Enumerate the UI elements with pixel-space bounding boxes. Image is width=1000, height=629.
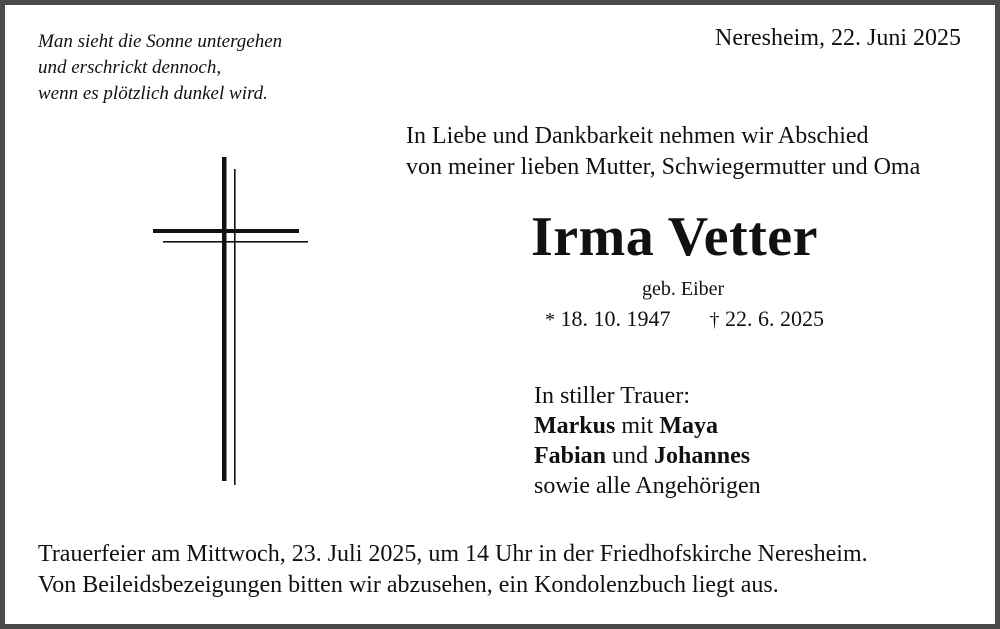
mourner-conjunction: mit: [621, 413, 654, 439]
condolence-line: Von Beileidsbezeigungen bitten wir abzusehen, ein Kondolenzbuch liegt aus.: [38, 572, 779, 598]
mourner-name: Johannes: [654, 443, 751, 469]
place-and-date: Neresheim, 22. Juni 2025: [715, 25, 961, 51]
poem-line: Man sieht die Sonne untergehen: [38, 31, 283, 52]
death-symbol: †: [709, 309, 720, 331]
mourners-list: [534, 381, 761, 501]
mourner-name: Markus: [534, 413, 616, 439]
mourner-name: Maya: [659, 413, 719, 439]
birth-symbol: *: [545, 309, 555, 331]
poem-line: und erschrickt dennoch,: [38, 57, 222, 78]
intro-line: In Liebe und Dankbarkeit nehmen wir Abschied: [406, 123, 869, 149]
mourner-name: Fabian: [534, 443, 607, 469]
mourner-conjunction: und: [612, 443, 649, 469]
death-date: 22. 6. 2025: [725, 306, 824, 331]
farewell-intro: [406, 121, 920, 183]
cross-icon: [145, 153, 315, 485]
mourners-line: [534, 441, 761, 471]
poem-quote: [38, 29, 282, 107]
mourners-closing: sowie alle Angehörigen: [534, 473, 761, 499]
funeral-line: Trauerfeier am Mittwoch, 23. Juli 2025, um 14 Uhr in der Friedhofskirche Neresheim.: [38, 541, 868, 567]
birth-name: geb. Eiber: [642, 278, 725, 300]
mourners-line: [534, 411, 761, 441]
poem-line: wenn es plötzlich dunkel wird.: [38, 83, 268, 104]
funeral-info: [38, 539, 868, 601]
intro-line: von meiner lieben Mutter, Schwiegermutter und Oma: [406, 154, 921, 180]
deceased-name: Irma Vetter: [531, 206, 818, 268]
life-dates: [545, 306, 824, 332]
mourners-heading: In stiller Trauer:: [534, 383, 690, 409]
birth-date: 18. 10. 1947: [560, 306, 671, 331]
